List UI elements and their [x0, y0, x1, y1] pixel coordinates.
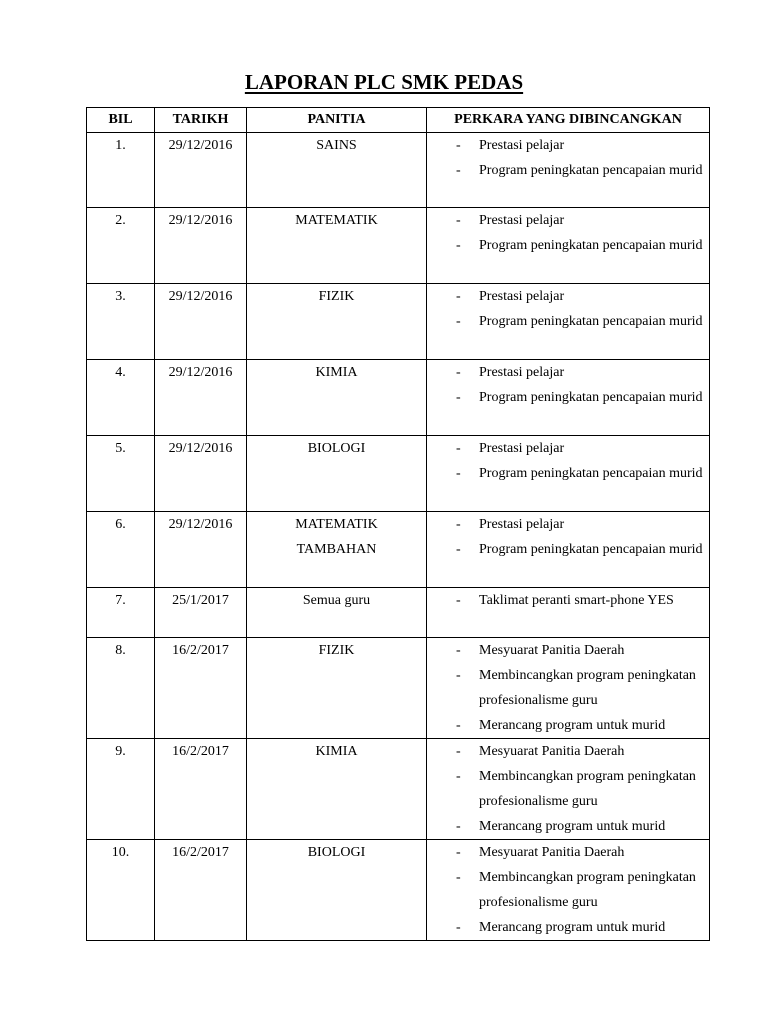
cell-topics	[427, 133, 710, 208]
cell-date: 29/12/2016	[155, 512, 247, 588]
panel-name-line: MATEMATIK	[295, 517, 378, 532]
header-date: TARIKH	[155, 108, 247, 133]
topic-text: Membincangkan program peningkatan profesionalisme guru	[479, 870, 696, 910]
bullet-dash: -	[456, 238, 461, 253]
list-item	[427, 713, 709, 738]
list-item	[427, 436, 709, 461]
cell-bil: 5.	[87, 436, 155, 512]
cell-panel	[247, 512, 427, 588]
list-item	[427, 309, 709, 334]
cell-date: 29/12/2016	[155, 360, 247, 436]
list-item	[427, 385, 709, 410]
list-item	[427, 284, 709, 309]
list-item	[427, 739, 709, 764]
cell-bil: 2.	[87, 208, 155, 284]
table-row	[87, 638, 710, 739]
cell-date: 16/2/2017	[155, 638, 247, 739]
topic-text: Prestasi pelajar	[479, 517, 565, 532]
list-item	[427, 663, 709, 713]
topic-text: Program peningkatan pencapaian murid	[479, 542, 703, 557]
topic-list	[427, 840, 709, 940]
cell-date: 25/1/2017	[155, 588, 247, 638]
cell-topics	[427, 284, 710, 360]
cell-bil: 10.	[87, 840, 155, 941]
table-row	[87, 284, 710, 360]
cell-bil: 3.	[87, 284, 155, 360]
bullet-dash: -	[456, 213, 461, 228]
cell-topics	[427, 739, 710, 840]
cell-date: 29/12/2016	[155, 133, 247, 208]
topic-list	[427, 512, 709, 562]
table-row	[87, 436, 710, 512]
topic-list	[427, 588, 709, 613]
cell-panel	[247, 638, 427, 739]
bullet-dash: -	[456, 289, 461, 304]
table-header-row	[87, 108, 710, 133]
cell-bil: 9.	[87, 739, 155, 840]
bullet-dash: -	[456, 643, 461, 658]
cell-bil: 1.	[87, 133, 155, 208]
cell-date: 29/12/2016	[155, 284, 247, 360]
table-row	[87, 840, 710, 941]
cell-date: 29/12/2016	[155, 436, 247, 512]
bullet-dash: -	[456, 466, 461, 481]
header-panel: PANITIA	[247, 108, 427, 133]
cell-topics	[427, 638, 710, 739]
panel-name-line: FIZIK	[318, 643, 355, 658]
topic-text: Mesyuarat Panitia Daerah	[479, 744, 625, 759]
topic-text: Membincangkan program peningkatan profesionalisme guru	[479, 668, 696, 708]
cell-topics	[427, 840, 710, 941]
list-item	[427, 814, 709, 839]
list-item	[427, 360, 709, 385]
topic-text: Taklimat peranti smart-phone YES	[479, 593, 674, 608]
cell-date: 29/12/2016	[155, 208, 247, 284]
table-row	[87, 739, 710, 840]
bullet-dash: -	[456, 920, 461, 935]
topic-list	[427, 436, 709, 486]
topic-text: Merancang program untuk murid	[479, 718, 666, 733]
topic-text: Mesyuarat Panitia Daerah	[479, 845, 625, 860]
cell-panel	[247, 360, 427, 436]
list-item	[427, 840, 709, 865]
bullet-dash: -	[456, 845, 461, 860]
cell-topics	[427, 588, 710, 638]
bullet-dash: -	[456, 870, 461, 885]
bullet-dash: -	[456, 390, 461, 405]
list-item	[427, 158, 709, 183]
cell-panel	[247, 133, 427, 208]
bullet-dash: -	[456, 769, 461, 784]
cell-topics	[427, 208, 710, 284]
cell-bil: 4.	[87, 360, 155, 436]
topic-list	[427, 638, 709, 738]
bullet-dash: -	[456, 542, 461, 557]
cell-bil: 7.	[87, 588, 155, 638]
topic-text: Membincangkan program peningkatan profesionalisme guru	[479, 769, 696, 809]
topic-text: Merancang program untuk murid	[479, 920, 666, 935]
topic-text: Prestasi pelajar	[479, 289, 565, 304]
panel-name-line: KIMIA	[315, 365, 358, 380]
cell-bil: 6.	[87, 512, 155, 588]
document-title-text: LAPORAN PLC SMK PEDAS	[244, 70, 524, 94]
list-item	[427, 537, 709, 562]
bullet-dash: -	[456, 138, 461, 153]
panel-name-line: TAMBAHAN	[296, 542, 377, 557]
bullet-dash: -	[456, 517, 461, 532]
topic-text: Program peningkatan pencapaian murid	[479, 466, 703, 481]
cell-panel	[247, 436, 427, 512]
topic-list	[427, 208, 709, 258]
topic-text: Prestasi pelajar	[479, 441, 565, 456]
panel-name-line: FIZIK	[318, 289, 355, 304]
cell-panel	[247, 284, 427, 360]
list-item	[427, 915, 709, 940]
cell-topics	[427, 512, 710, 588]
cell-topics	[427, 360, 710, 436]
table-body	[87, 133, 710, 941]
panel-name-line: BIOLOGI	[307, 441, 366, 456]
bullet-dash: -	[456, 593, 461, 608]
topic-text: Mesyuarat Panitia Daerah	[479, 643, 625, 658]
list-item	[427, 588, 709, 613]
bullet-dash: -	[456, 668, 461, 683]
table-row	[87, 133, 710, 208]
bullet-dash: -	[456, 744, 461, 759]
list-item	[427, 512, 709, 537]
topic-text: Program peningkatan pencapaian murid	[479, 390, 703, 405]
bullet-dash: -	[456, 718, 461, 733]
panel-name-line: KIMIA	[315, 744, 358, 759]
list-item	[427, 233, 709, 258]
table-row	[87, 512, 710, 588]
topic-text: Prestasi pelajar	[479, 138, 565, 153]
list-item	[427, 133, 709, 158]
table-row	[87, 588, 710, 638]
cell-panel	[247, 840, 427, 941]
panel-name-line: BIOLOGI	[307, 845, 366, 860]
list-item	[427, 764, 709, 814]
header-topics: PERKARA YANG DIBINCANGKAN	[427, 108, 710, 133]
cell-panel	[247, 588, 427, 638]
topic-list	[427, 284, 709, 334]
topic-text: Prestasi pelajar	[479, 213, 565, 228]
panel-name-line: SAINS	[316, 138, 357, 153]
topic-list	[427, 133, 709, 183]
bullet-dash: -	[456, 819, 461, 834]
cell-bil: 8.	[87, 638, 155, 739]
cell-date: 16/2/2017	[155, 840, 247, 941]
topic-text: Program peningkatan pencapaian murid	[479, 238, 703, 253]
list-item	[427, 461, 709, 486]
bullet-dash: -	[456, 365, 461, 380]
document-title	[0, 70, 768, 94]
table-row	[87, 360, 710, 436]
table-row	[87, 208, 710, 284]
list-item	[427, 638, 709, 663]
bullet-dash: -	[456, 163, 461, 178]
list-item	[427, 865, 709, 915]
cell-date: 16/2/2017	[155, 739, 247, 840]
list-item	[427, 208, 709, 233]
panel-name-line: Semua guru	[302, 593, 371, 608]
topic-list	[427, 360, 709, 410]
cell-topics	[427, 436, 710, 512]
bullet-dash: -	[456, 441, 461, 456]
topic-text: Merancang program untuk murid	[479, 819, 666, 834]
topic-text: Prestasi pelajar	[479, 365, 565, 380]
topic-text: Program peningkatan pencapaian murid	[479, 163, 703, 178]
topic-list	[427, 739, 709, 839]
panel-name-line: MATEMATIK	[295, 213, 378, 228]
plc-report-table	[86, 107, 710, 941]
bullet-dash: -	[456, 314, 461, 329]
header-bil: BIL	[87, 108, 155, 133]
topic-text: Program peningkatan pencapaian murid	[479, 314, 703, 329]
cell-panel	[247, 739, 427, 840]
cell-panel	[247, 208, 427, 284]
